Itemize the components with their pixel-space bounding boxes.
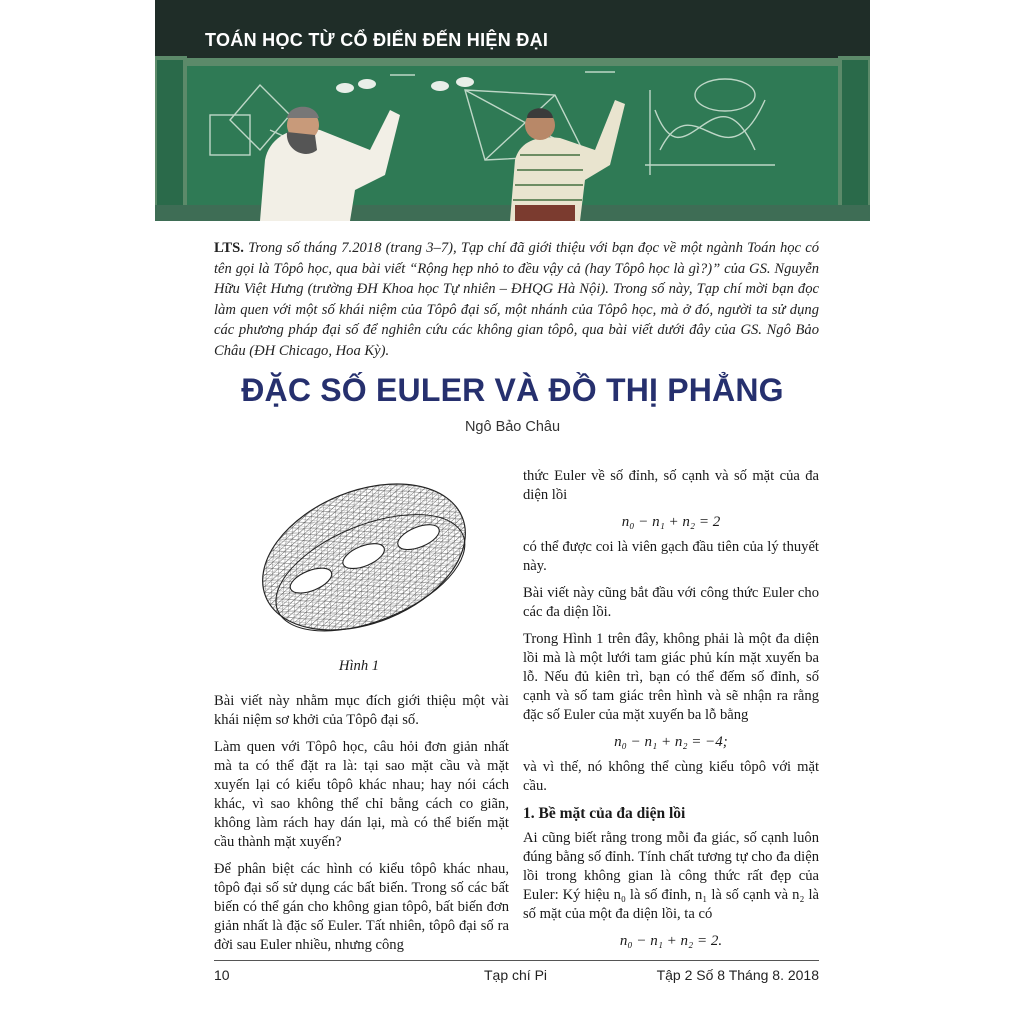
paragraph: Để phân biệt các hình có kiểu tôpô khác nhau, tôpô đại số sử dụng các bất biến. Trong số các bất biến có thể gán cho không gian tôpô, bất biến đơn giản nhất là đặc số Euler. Tất nhiên, tôpô đại số ra đời sau Euler nhiều, nhưng công bbox=[214, 861, 509, 953]
magazine-name: Tạp chí Pi bbox=[484, 967, 548, 983]
editors-note bbox=[214, 238, 819, 361]
paragraph: Làm quen với Tôpô học, câu hỏi đơn giản nhất mà ta có thể đặt ra là: tại sao mặt cầu và mặt xuyến lại có kiểu tôpô khác nhau; hay nói cách khác, vì sao không thể chỉ bằng cách co giãn, không làm rách hay dán lại, mà có thể biến mặt cầu thành mặt xuyến? bbox=[214, 739, 509, 850]
triple-torus-euler-equation: n₀ − n₁ + n₂ = −4; bbox=[614, 734, 728, 750]
paragraph: Bài viết này cũng bắt đầu với công thức Euler cho các đa diện lồi. bbox=[523, 585, 819, 620]
editors-note-text: Trong số tháng 7.2018 (trang 3–7), Tạp chí đã giới thiệu với bạn đọc về một ngành Toán học có tên gọi là Tôpô học, qua bài viết “Rộng hẹp nhỏ to đều vậy cả (hay Tôpô học là gì?)” của GS. Nguyễn Hữu Việt Hưng (trường ĐH Khoa học Tự nhiên – ĐHQG Hà Nội). Trong số này, Tạp chí mời bạn đọc làm quen với một số khái niệm của Tôpô đại số, một nhánh của Tôpô học, mà ở đó, người ta sử dụng các phương pháp đại số để nghiên cứu các không gian tôpô, qua bài viết dưới đây của GS. Ngô Bảo Châu (ĐH Chicago, Hoa Kỳ). bbox=[214, 240, 819, 359]
convex-polyhedron-euler-equation: n₀ − n₁ + n₂ = 2. bbox=[619, 933, 723, 949]
euler-formula-equation: n₀ − n₁ + n₂ = 2 bbox=[621, 514, 721, 530]
issue-info: Tập 2 Số 8 Tháng 8. 2018 bbox=[656, 967, 819, 983]
paragraph: Ai cũng biết rằng trong mỗi đa giác, số cạnh luôn đúng bằng số đỉnh. Tính chất tương tự cho đa diện lồi trong không gian là công thức rất đẹp của Euler: Ký hiệu n₀ là số đỉnh, n₁ là số cạnh và n₂ là số mặt của một đa diện lồi, ta có bbox=[523, 830, 819, 922]
footer-divider bbox=[214, 960, 819, 961]
paragraph: và vì thế, nó không thể cùng kiểu tôpô với mặt cầu. bbox=[523, 759, 819, 794]
triple-torus-mesh-figure bbox=[254, 464, 474, 650]
article-title: ĐẶC SỐ EULER VÀ ĐỒ THỊ PHẲNG bbox=[241, 372, 784, 408]
article-author: Ngô Bảo Châu bbox=[464, 419, 561, 435]
left-column bbox=[214, 692, 509, 963]
page-number: 10 bbox=[214, 967, 230, 983]
figure-caption: Hình 1 bbox=[338, 658, 380, 674]
paragraph: Trong Hình 1 trên đây, không phải là một đa diện lồi mà là một lưới tam giác phủ kín mặt xuyến ba lỗ. Nếu đủ kiên trì, bạn có thể đếm số đỉnh, số cạnh và số tam giác trên hình và sẽ nhận ra rằng đặc số Euler của mặt xuyến ba lỗ bằng bbox=[523, 631, 819, 723]
section-heading: 1. Bề mặt của đa diện lồi bbox=[523, 805, 686, 822]
header-banner bbox=[155, 0, 870, 221]
paragraph: thức Euler về số đỉnh, số cạnh và số mặt của đa diện lồi bbox=[523, 468, 819, 503]
paragraph: có thể được coi là viên gạch đầu tiên của lý thuyết này. bbox=[523, 539, 819, 574]
editors-note-label: LTS. bbox=[214, 240, 244, 256]
paragraph: Bài viết này nhằm mục đích giới thiệu một vài khái niệm sơ khởi của Tôpô đại số. bbox=[214, 693, 509, 728]
right-column bbox=[523, 467, 819, 957]
section-banner-title: TOÁN HỌC TỪ CỔ ĐIỂN ĐẾN HIỆN ĐẠI bbox=[205, 30, 549, 50]
